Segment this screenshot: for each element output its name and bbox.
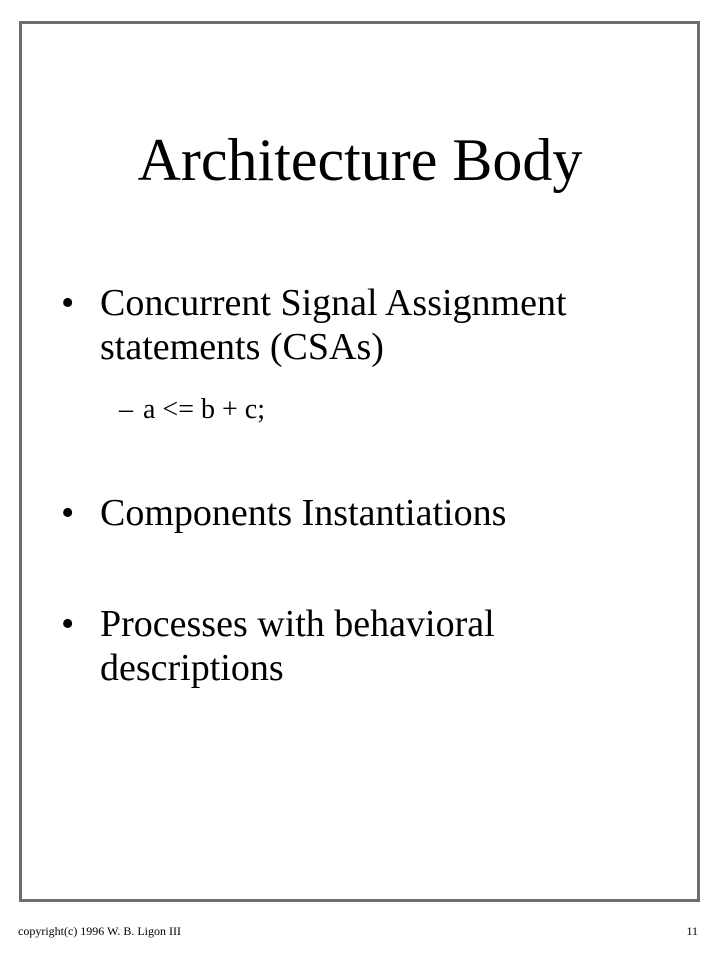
bullet-processes [61, 602, 640, 690]
bullet-text: Processes with behavioral descriptions [100, 603, 495, 689]
bullet-components-instantiations [61, 491, 640, 535]
bullet-marker: • [61, 492, 75, 534]
footer-copyright: copyright(c) 1996 W. B. Ligon III [18, 924, 181, 938]
bullet-marker: • [61, 603, 75, 645]
subbullet-csa-example [119, 393, 265, 427]
bullet-text: Concurrent Signal Assignment statements (CSAs) [100, 282, 567, 368]
subbullet-marker: – [119, 394, 133, 425]
slide-title: Architecture Body [137, 127, 583, 193]
bullet-text: Components Instantiations [100, 492, 507, 534]
footer-page-number: 11 [686, 924, 698, 938]
bullet-marker: • [61, 282, 75, 324]
subbullet-text: a <= b + c; [143, 394, 266, 425]
bullet-concurrent-signal-assignment [61, 281, 640, 369]
